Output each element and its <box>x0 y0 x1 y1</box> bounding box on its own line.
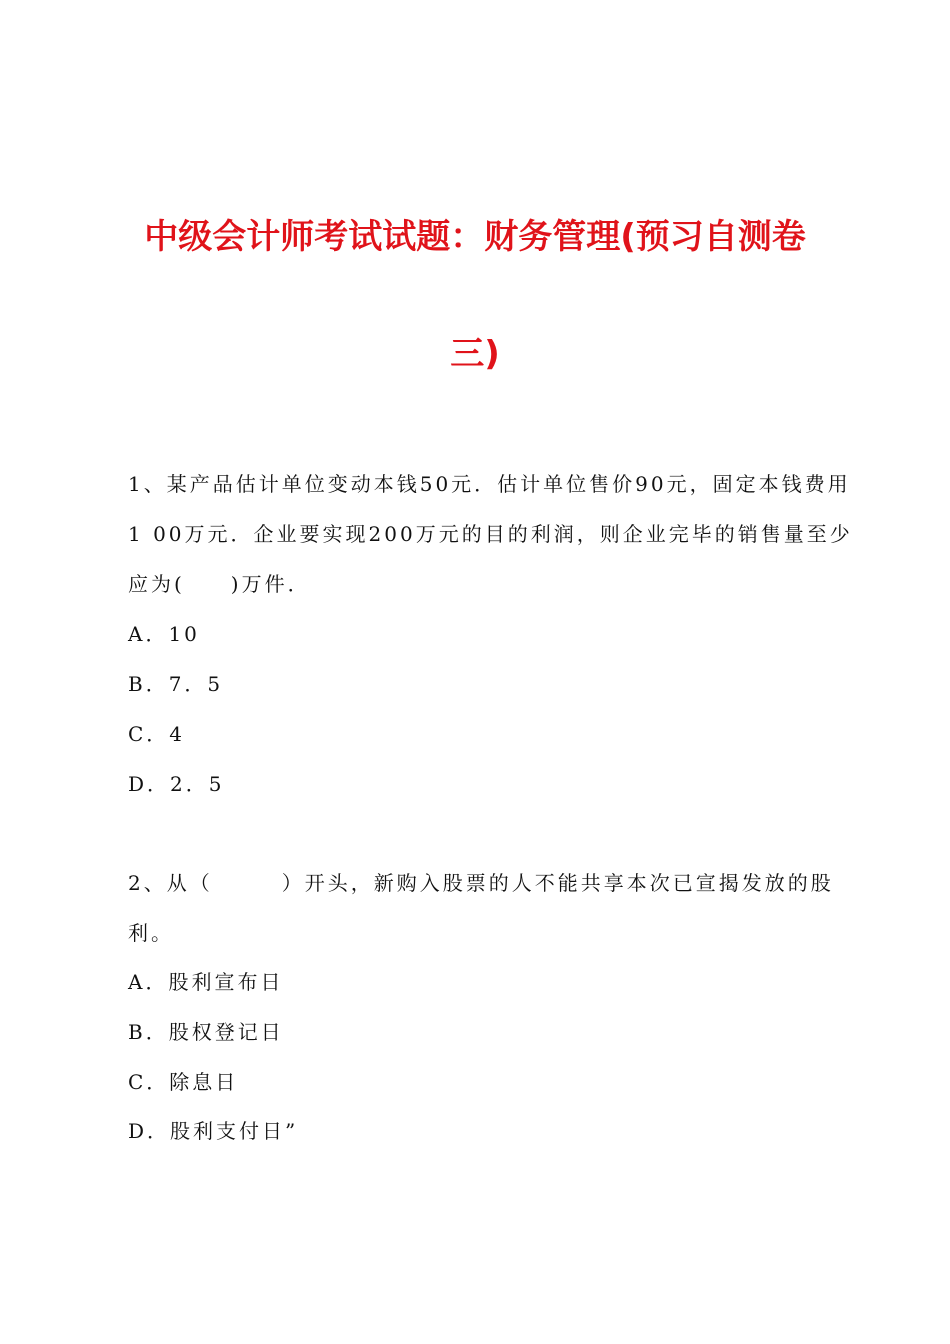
question-2-option-d: D．股利支付日” <box>128 1119 299 1143</box>
question-2-line-2: 利。 <box>128 921 174 945</box>
question-1-option-a: A．10 <box>128 622 200 646</box>
question-1-option-b: B．7．5 <box>128 672 224 696</box>
question-1-line-2: 1 00万元．企业要实现200万元的目的利润，则企业完毕的销售量至少 <box>128 522 853 546</box>
question-2-option-c: C．除息日 <box>128 1070 239 1094</box>
question-1-line-1: 1、某产品估计单位变动本钱50元．估计单位售价90元，固定本钱费用 <box>128 472 851 496</box>
question-1-line-3: 应为( )万件． <box>128 572 311 596</box>
page-title-line-2: 三) <box>450 334 500 374</box>
question-2-line-1: 2、从（ ）开头，新购入股票的人不能共享本次已宣揭发放的股 <box>128 871 834 895</box>
question-1-option-c: C．4 <box>128 722 186 746</box>
question-2-option-a: A．股利宣布日 <box>128 970 284 994</box>
page-title-line-1: 中级会计师考试试题：财务管理(预习自测卷 <box>144 217 806 257</box>
question-1-option-d: D．2．5 <box>128 772 225 796</box>
question-2-option-b: B．股权登记日 <box>128 1020 284 1044</box>
